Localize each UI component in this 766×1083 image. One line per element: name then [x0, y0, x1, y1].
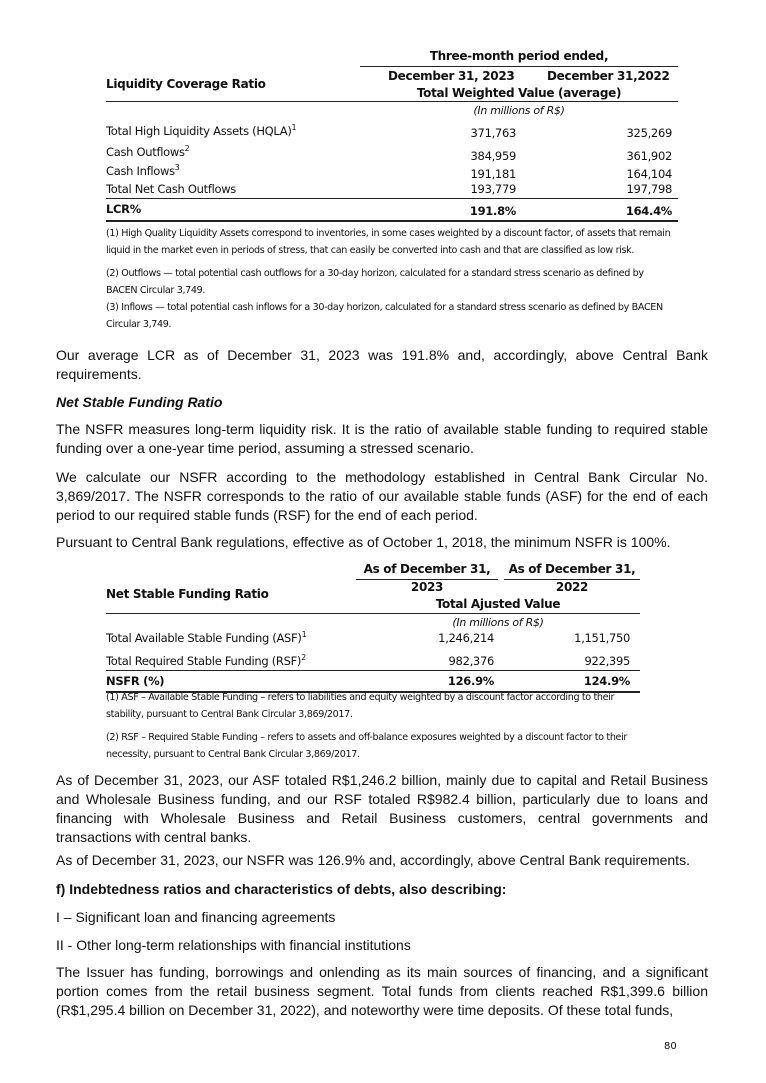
- lcr-row-label-header: Liquidity Coverage Ratio: [106, 77, 266, 91]
- nsfr-note: (2) RSF – Required Stable Funding – refers to assets and off-balance exposures weighted by a discount factor to their: [106, 732, 628, 743]
- lcr-row-value-2022: 361,902: [626, 149, 672, 163]
- nsfr-row-value-2022: 922,395: [584, 654, 630, 668]
- paragraph: The Issuer has funding, borrowings and onlending as its main sources of financing, and a significant portion comes from the retail business segment. Total funds from clients reached R$1,399.6 billion (R$1,295.4 billion on December 31, 2022), and noteworthy were time deposits. Of these total funds,: [56, 964, 708, 1018]
- lcr-row-label: Total Net Cash Outflows: [106, 182, 236, 196]
- divider: [106, 198, 678, 199]
- lcr-total-2023: 191.8%: [469, 204, 516, 218]
- paragraph: II - Other long-term relationships with financial institutions: [56, 937, 411, 953]
- nsfr-note: stability, pursuant to Central Bank Circular 3,869/2017.: [106, 709, 353, 720]
- lcr-note: liquid in the market even in periods of stress, that can easily be converted into cash and that are classified as low risk.: [106, 245, 635, 256]
- divider: [106, 613, 640, 614]
- lcr-note: Circular 3,749.: [106, 319, 172, 330]
- nsfr-total-label: NSFR (%): [106, 674, 165, 688]
- nsfr-note: (1) ASF – Available Stable Funding – refers to liabilities and equity weighted by a discount factor according to their: [106, 692, 615, 703]
- lcr-row-label: Total High Liquidity Assets (HQLA)$^1$: [106, 123, 297, 138]
- paragraph: We calculate our NSFR according to the methodology established in Central Bank Circular No. 3,869/2017. The NSFR corresponds to the ratio of our available stable funds (ASF) for the end of each period to our required stable funds (RSF) for the end of each period.: [56, 469, 708, 523]
- divider: [106, 670, 640, 671]
- paragraph: Pursuant to Central Bank regulations, effective as of October 1, 2018, the minimum NSFR is 100%.: [56, 534, 671, 550]
- lcr-row-value-2022: 164,104: [626, 167, 672, 181]
- lcr-col1-header: December 31, 2023: [388, 69, 515, 83]
- nsfr-row-label: Total Required Stable Funding (RSF)$^2$: [106, 653, 306, 668]
- nsfr-row-value-2023: 1,246,214: [438, 631, 494, 645]
- nsfr-row-label: Total Available Stable Funding (ASF)$^1$: [106, 630, 307, 645]
- lcr-note: (2) Outflows — total potential cash outflows for a 30-day horizon, calculated for a standard stress scenario as defined by: [106, 268, 644, 279]
- lcr-subheader: Total Weighted Value (average): [416, 86, 622, 100]
- paragraph: Our average LCR as of December 31, 2023 was 191.8% and, accordingly, above Central Bank requirements.: [56, 347, 708, 382]
- lcr-note: (1) High Quality Liquidity Assets correspond to inventories, in some cases weighted by a discount factor, of assets that remain: [106, 228, 671, 239]
- lcr-total-label: LCR%: [106, 202, 141, 216]
- nsfr-total-2023: 126.9%: [447, 674, 494, 688]
- nsfr-row-value-2022: 1,151,750: [574, 631, 630, 645]
- divider: [360, 66, 678, 67]
- lcr-total-2022: 164.4%: [625, 204, 672, 218]
- paragraph: I – Significant loan and financing agreements: [56, 909, 336, 925]
- paragraph: As of December 31, 2023, our NSFR was 126.9% and, accordingly, above Central Bank requirements.: [56, 852, 690, 868]
- lcr-row-value-2023: 371,763: [470, 126, 516, 140]
- page-number: 80: [664, 1041, 677, 1052]
- nsfr-units: (In millions of R$): [452, 616, 544, 629]
- lcr-period-header: Three-month period ended,: [429, 49, 609, 63]
- lcr-note: (3) Inflows — total potential cash inflows for a 30-day horizon, calculated for a standard stress scenario as defined by BACEN: [106, 302, 663, 313]
- section-heading: Net Stable Funding Ratio: [56, 394, 223, 410]
- nsfr-year-2023: 2023: [410, 580, 444, 594]
- nsfr-col1-header: As of December 31,: [363, 562, 491, 576]
- paragraph: The NSFR measures long-term liquidity risk. It is the ratio of available stable funding to required stable funding over a one-year time period, assuming a stressed scenario.: [56, 421, 708, 456]
- nsfr-col2-header: As of December 31,: [508, 562, 636, 576]
- nsfr-row-label-header: Net Stable Funding Ratio: [106, 587, 269, 601]
- divider: [106, 220, 678, 222]
- nsfr-year-2022: 2022: [555, 580, 589, 594]
- lcr-row-label: Cash Inflows$^3$: [106, 163, 180, 178]
- lcr-units: (In millions of R$): [473, 104, 565, 117]
- lcr-note: BACEN Circular 3,749.: [106, 285, 206, 296]
- lcr-row-label: Cash Outflows$^2$: [106, 144, 190, 159]
- paragraph: As of December 31, 2023, our ASF totaled R$1,246.2 billion, mainly due to capital and Retail Business and Wholesale Business funding, and our RSF totaled R$982.4 billion, particularly due to loans and financing with Wholesale Business and Retail Business customers, central governments and transactions with central banks.: [56, 772, 708, 845]
- lcr-row-value-2022: 197,798: [626, 182, 672, 196]
- nsfr-row-value-2023: 982,376: [448, 654, 494, 668]
- nsfr-total-2022: 124.9%: [583, 674, 630, 688]
- lcr-col2-header: December 31,2022: [547, 69, 670, 83]
- nsfr-subheader: Total Ajusted Value: [435, 597, 561, 611]
- lcr-row-value-2023: 193,779: [470, 182, 516, 196]
- lcr-row-value-2022: 325,269: [626, 126, 672, 140]
- divider: [106, 101, 678, 102]
- section-heading: f) Indebtedness ratios and characteristics of debts, also describing:: [56, 881, 507, 897]
- lcr-row-value-2023: 191,181: [470, 167, 516, 181]
- lcr-row-value-2023: 384,959: [470, 149, 516, 163]
- nsfr-note: necessity, pursuant to Central Bank Circular 3,869/2017.: [106, 749, 360, 760]
